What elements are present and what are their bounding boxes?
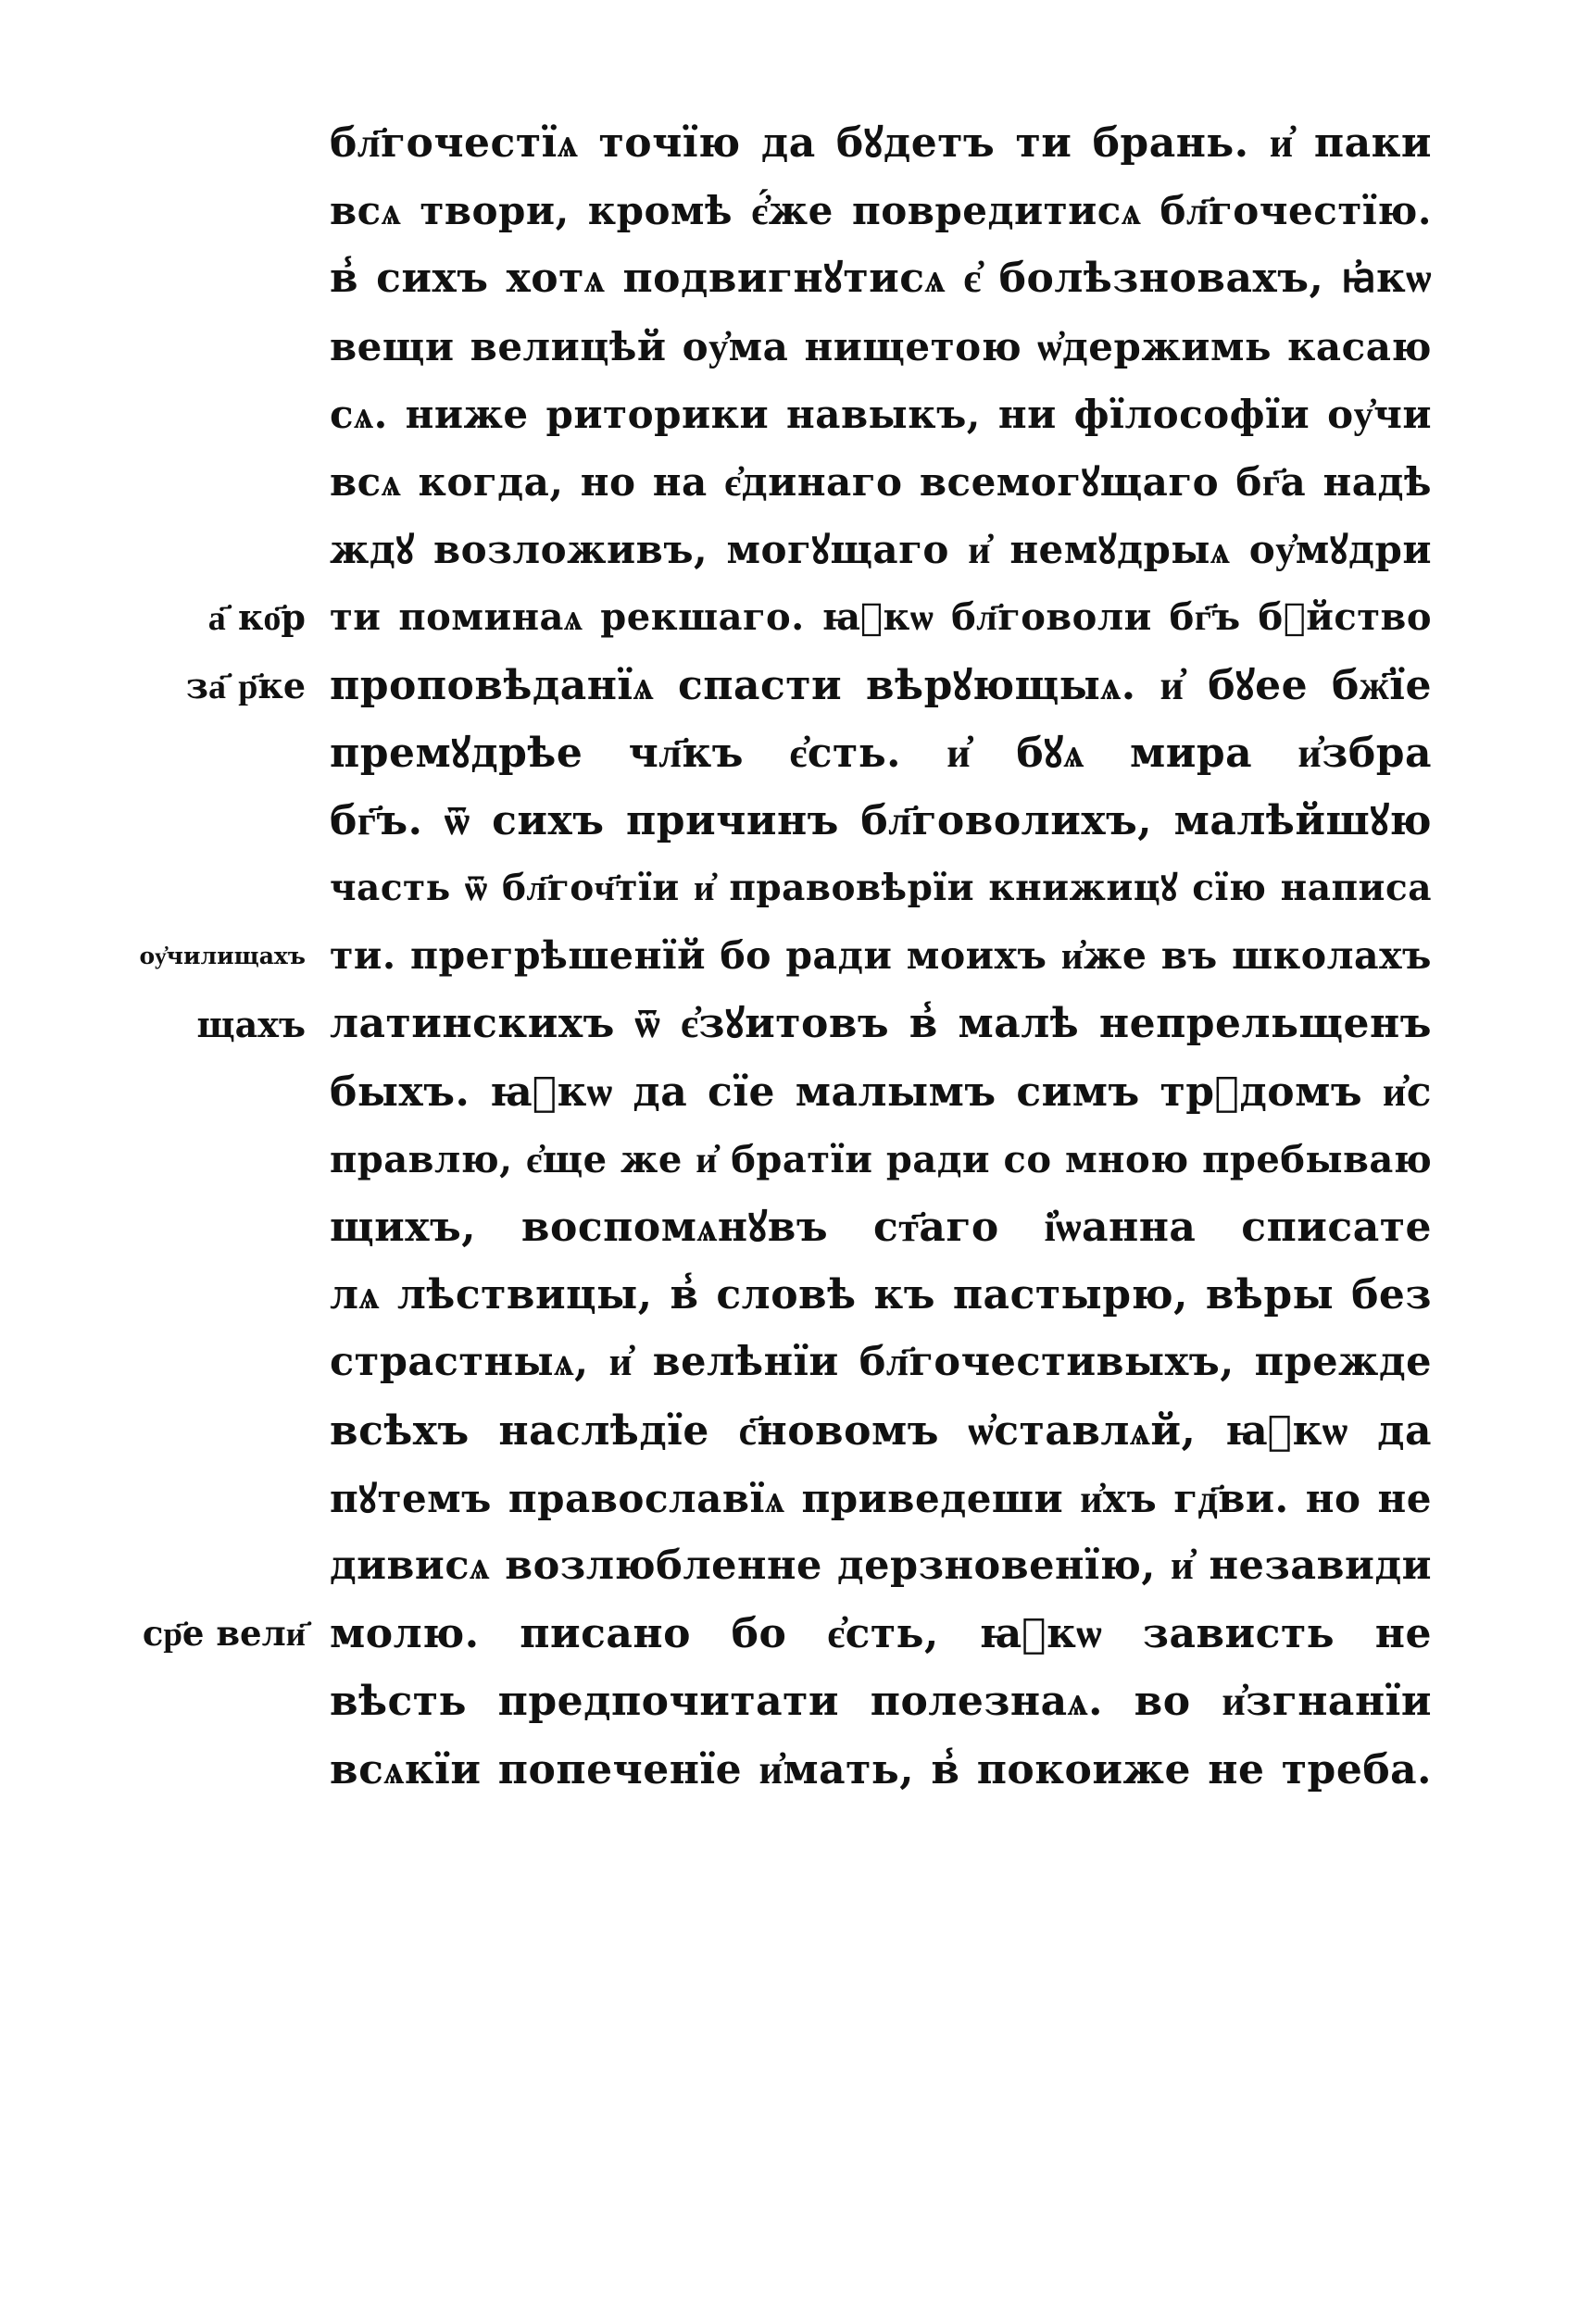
text-line: сѧ. ниже риторики навыкъ, ни фїлософїи оу҆чи xyxy=(330,391,1432,437)
text-line: часть ѿ бл҃гоч҃тїи и҆ правовѣрїи книжицꙋ сїю написа xyxy=(330,867,1432,910)
text-line: пꙋтемъ православїѧ приведеши и҆хъ гд҃ви. но не xyxy=(330,1475,1432,1521)
text-line: всѣхъ наслѣдїе с҃новомъ ѡ҆ставлѧй, ꙗ҆кѡ да xyxy=(330,1406,1432,1455)
margin-note: ср҃е вели҃ xyxy=(142,1613,306,1655)
margin-note: щахъ xyxy=(196,1003,306,1045)
text-line: вещи велицѣй оу҆ма нищетою ѡ҆держимь касаю xyxy=(330,323,1432,369)
text-line: ждꙋ возложивъ, могꙋщаго и҆ немꙋдрыѧ оу҆мꙋдри xyxy=(330,527,1432,573)
text-line: бг҃ъ. ѿ сихъ причинъ бл҃говолихъ, малѣйшꙋю xyxy=(330,796,1432,844)
text-line: страстныѧ, и҆ велѣнїи бл҃гочестивыхъ, прежде xyxy=(330,1339,1432,1386)
text-line: молю. писано бо є҆сть, ꙗ҆кѡ зависть не xyxy=(330,1610,1432,1658)
text-line: всѧ твори, кромѣ є҆́же повредитисѧ бл҃гочестїю. xyxy=(330,188,1432,234)
text-line: лѧ лѣствицы, в̾ словѣ къ пастырю, вѣры без xyxy=(330,1271,1432,1319)
text-line: бл҃гочестїѧ точїю да бꙋдетъ ти брань. и҆ паки xyxy=(330,119,1432,167)
text-line: ти. прегрѣшенїй бо ради моихъ и҆же въ школахъ xyxy=(330,933,1432,979)
text-line: премꙋдрѣе чл҃къ є҆сть. и҆ бꙋѧ мира и҆збра xyxy=(330,729,1432,777)
text-line: латинскихъ ѿ є҆зꙋитовъ в̾ малѣ непрельщенъ xyxy=(330,1000,1432,1048)
text-line: проповѣданїѧ спасти вѣрꙋющыѧ. и҆ бꙋее бж҃їе xyxy=(330,661,1432,709)
text-line: щихъ, воспомѧнꙋвъ ст҃аго і҆ѡанна списате xyxy=(330,1204,1432,1251)
text-line: быхъ. ꙗ҆кѡ да сїе малымъ симъ трꙋдомъ и҆с xyxy=(330,1068,1432,1116)
margin-note: а҃ ко҃р xyxy=(207,596,306,639)
margin-note: за҃ р҃ке xyxy=(185,664,306,706)
text-line: ти поминаѧ рекшаго. ꙗ҆кѡ бл҃говоли бг҃ъ бꙋйство xyxy=(330,595,1432,640)
text-line: всѧ когда, но на є҆динаго всемогꙋщаго бг҃а надѣ xyxy=(330,458,1432,505)
margin-note: оу҆чилищахъ xyxy=(139,943,306,970)
text-line: вѣсть предпочитати полезнаѧ. во и҆згнанїи xyxy=(330,1678,1432,1726)
main-text-block xyxy=(330,109,1432,1804)
text-line: правлю, є҆ще же и҆ братїи ради со мною пребываю xyxy=(330,1137,1432,1181)
text-line: в̾ сихъ хотѧ подвигнꙋтисѧ є҆ болѣзновахъ, ꙗ҆кѡ xyxy=(330,255,1432,303)
text-line: всѧкїи попеченїе и҆мать, в̾ покоиже не треба. xyxy=(330,1745,1432,1793)
text-line: дивисѧ возлюбленне дерзновенїю, и҆ незавиди xyxy=(330,1542,1432,1589)
